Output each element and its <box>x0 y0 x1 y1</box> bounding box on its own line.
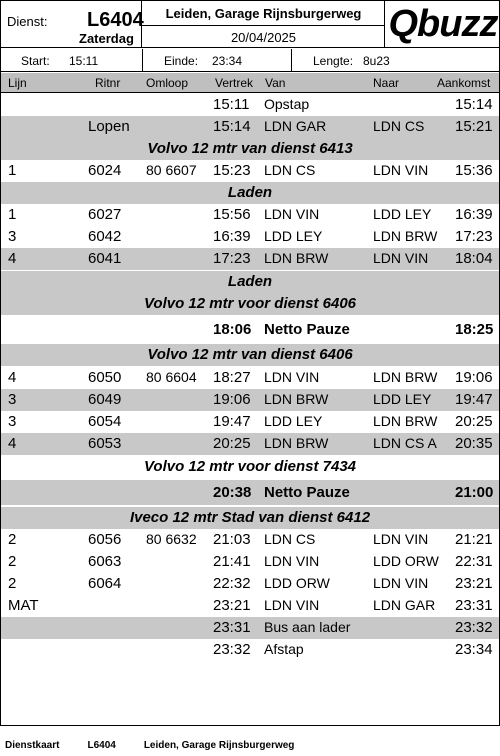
row-naar: LDN GAR <box>373 597 436 613</box>
pause-row <box>1 317 499 342</box>
section-heading <box>1 344 499 366</box>
row-van: LDN GAR <box>264 118 327 134</box>
section-heading <box>1 507 499 529</box>
row-ritnr: 6056 <box>88 531 122 548</box>
row-vertrek: 20:38 <box>213 484 252 501</box>
row-naar: LDD LEY <box>373 391 432 407</box>
day-name: Zaterdag <box>79 31 134 46</box>
trip-row <box>1 160 499 182</box>
row-aankomst: 15:36 <box>455 162 493 179</box>
trip-row <box>1 573 499 595</box>
trip-row <box>1 204 499 226</box>
row-van: Opstap <box>264 96 310 112</box>
row-vertrek: 23:31 <box>213 619 251 636</box>
row-van: LDN BRW <box>264 435 329 451</box>
row-omloop: 80 6607 <box>146 162 197 178</box>
row-lijn: 3 <box>8 228 17 245</box>
row-vertrek: 17:23 <box>213 250 251 267</box>
row-van: LDD LEY <box>264 228 323 244</box>
dienst-label: Dienst: <box>7 14 48 29</box>
start-time: 15:11 <box>69 54 99 68</box>
row-aankomst: 19:47 <box>455 391 493 408</box>
row-vertrek: 15:23 <box>213 162 251 179</box>
row-ritnr: 6054 <box>88 413 122 430</box>
section-heading-text: Volvo 12 mtr van dienst 6406 <box>147 346 353 363</box>
row-ritnr: 6053 <box>88 435 122 452</box>
row-vertrek: 15:14 <box>213 118 251 135</box>
row-aankomst: 22:31 <box>455 553 493 570</box>
section-heading-text: Volvo 12 mtr voor dienst 7434 <box>143 458 357 475</box>
row-ritnr: 6024 <box>88 162 122 179</box>
row-naar: LDD ORW <box>373 553 439 569</box>
row-ritnr: 6041 <box>88 250 122 267</box>
section-heading <box>1 182 499 204</box>
row-aankomst: 21:00 <box>455 484 494 501</box>
row-ritnr: 6064 <box>88 575 122 592</box>
row-aankomst: 17:23 <box>455 228 493 245</box>
row-aankomst: 15:21 <box>455 118 493 135</box>
row-vertrek: 21:03 <box>213 531 251 548</box>
row-van: LDN CS <box>264 531 316 547</box>
row-vertrek: 23:32 <box>213 641 251 658</box>
row-vertrek: 15:56 <box>213 206 251 223</box>
section-heading <box>1 293 499 315</box>
col-aankomst: Aankomst <box>437 76 491 90</box>
row-vertrek: 15:11 <box>213 96 250 113</box>
row-lijn: 1 <box>8 206 17 223</box>
row-aankomst: 23:32 <box>455 619 493 636</box>
column-headers <box>1 73 499 93</box>
row-aankomst: 18:25 <box>455 321 494 338</box>
row-vertrek: 22:32 <box>213 575 251 592</box>
row-van: LDN VIN <box>264 206 320 222</box>
pause-row <box>1 480 499 505</box>
section-heading-text: Volvo 12 mtr voor dienst 6406 <box>143 295 357 312</box>
row-lijn: 2 <box>8 575 17 592</box>
section-heading-text: Iveco 12 mtr Stad van dienst 6412 <box>129 509 371 526</box>
trip-row <box>1 595 499 617</box>
dienst-cell <box>1 1 142 48</box>
row-aankomst: 23:31 <box>455 597 493 614</box>
trip-row <box>1 617 499 639</box>
section-heading-text: Laden <box>227 184 273 201</box>
row-vertrek: 20:25 <box>213 435 251 452</box>
row-ritnr: 6050 <box>88 369 122 386</box>
row-ritnr: 6027 <box>88 206 122 223</box>
row-aankomst: 21:21 <box>455 531 493 548</box>
trip-row <box>1 226 499 248</box>
card-header <box>1 1 499 48</box>
row-vertrek: 23:21 <box>213 597 251 614</box>
col-van: Van <box>265 76 286 90</box>
divider <box>142 25 385 26</box>
trip-row <box>1 433 499 455</box>
footer-location: Leiden, Garage Rijnsburgerweg <box>143 740 295 751</box>
row-van: LDN CS <box>264 162 316 178</box>
row-naar: LDN VIN <box>373 575 429 591</box>
trip-row <box>1 389 499 411</box>
row-naar: LDN CS <box>373 118 425 134</box>
row-naar: LDN BRW <box>373 413 438 429</box>
location-name: Leiden, Garage Rijnsburgerweg <box>165 6 362 21</box>
row-ritnr: Lopen <box>88 118 130 135</box>
section-heading <box>1 456 499 478</box>
row-lijn: 2 <box>8 553 17 570</box>
row-vertrek: 21:41 <box>213 553 251 570</box>
col-vertrek: Vertrek <box>215 76 254 90</box>
section-heading-text: Laden <box>227 273 273 290</box>
times-bar <box>1 49 499 72</box>
row-aankomst: 20:25 <box>455 413 493 430</box>
row-van: Netto Pauze <box>264 321 350 338</box>
row-naar: LDD LEY <box>373 206 432 222</box>
row-ritnr: 6042 <box>88 228 122 245</box>
row-lijn: MAT <box>8 597 39 614</box>
dienst-number: L6404 <box>87 9 144 31</box>
row-van: LDN BRW <box>264 250 329 266</box>
row-van: LDD LEY <box>264 413 323 429</box>
row-aankomst: 23:34 <box>455 641 493 658</box>
row-vertrek: 16:39 <box>213 228 251 245</box>
row-naar: LDN BRW <box>373 228 438 244</box>
row-naar: LDN VIN <box>373 162 429 178</box>
col-ritnr: Ritnr <box>95 76 121 90</box>
trip-row <box>1 248 499 270</box>
row-ritnr: 6063 <box>88 553 122 570</box>
row-aankomst: 20:35 <box>455 435 493 452</box>
row-lijn: 2 <box>8 531 17 548</box>
section-heading-text: Volvo 12 mtr van dienst 6413 <box>147 140 353 157</box>
row-aankomst: 23:21 <box>455 575 493 592</box>
page-footer <box>5 740 322 751</box>
row-naar: LDN VIN <box>373 250 429 266</box>
row-omloop: 80 6604 <box>146 369 197 385</box>
col-omloop: Omloop <box>146 76 189 90</box>
row-van: LDN VIN <box>264 553 320 569</box>
row-naar: LDN BRW <box>373 369 438 385</box>
lengte-label: Lengte: <box>313 54 354 68</box>
row-lijn: 4 <box>8 369 17 386</box>
row-aankomst: 15:14 <box>455 96 493 113</box>
row-omloop: 80 6632 <box>146 531 197 547</box>
divider <box>291 49 292 72</box>
footer-dienst: L6404 <box>87 740 116 751</box>
trip-row <box>1 411 499 433</box>
start-label: Start: <box>21 54 50 68</box>
row-aankomst: 19:06 <box>455 369 493 386</box>
row-lijn: 1 <box>8 162 17 179</box>
row-van: Netto Pauze <box>264 484 350 501</box>
trip-row <box>1 529 499 551</box>
trip-row <box>1 94 499 116</box>
row-van: Afstap <box>264 641 304 657</box>
trip-row <box>1 116 499 138</box>
row-van: LDN VIN <box>264 597 320 613</box>
col-lijn: Lijn <box>8 76 27 90</box>
row-lijn: 4 <box>8 435 17 452</box>
row-vertrek: 18:27 <box>213 369 251 386</box>
trip-row <box>1 639 499 661</box>
trip-row <box>1 551 499 573</box>
row-lijn: 4 <box>8 250 17 267</box>
row-naar: LDN CS A <box>373 435 437 451</box>
row-vertrek: 19:06 <box>213 391 251 408</box>
divider <box>142 49 143 72</box>
row-van: Bus aan lader <box>264 619 351 635</box>
row-lijn: 3 <box>8 413 17 430</box>
row-vertrek: 18:06 <box>213 321 252 338</box>
section-heading <box>1 271 499 293</box>
row-aankomst: 16:39 <box>455 206 493 223</box>
lengte-value: 8u23 <box>363 54 390 68</box>
col-naar: Naar <box>373 76 400 90</box>
row-aankomst: 18:04 <box>455 250 493 267</box>
einde-time: 23:34 <box>212 54 243 68</box>
row-naar: LDN VIN <box>373 531 429 547</box>
row-vertrek: 19:47 <box>213 413 251 430</box>
qbuzz-logo: Qbuzz <box>388 3 498 45</box>
row-ritnr: 6049 <box>88 391 122 408</box>
trip-row <box>1 367 499 389</box>
row-van: LDN VIN <box>264 369 320 385</box>
footer-label: Dienstkaart <box>5 740 60 751</box>
row-van: LDD ORW <box>264 575 330 591</box>
row-van: LDN BRW <box>264 391 329 407</box>
row-lijn: 3 <box>8 391 17 408</box>
service-date: 20/04/2025 <box>230 30 297 45</box>
section-heading <box>1 138 499 160</box>
einde-label: Einde: <box>164 54 199 68</box>
location-cell <box>142 1 385 48</box>
